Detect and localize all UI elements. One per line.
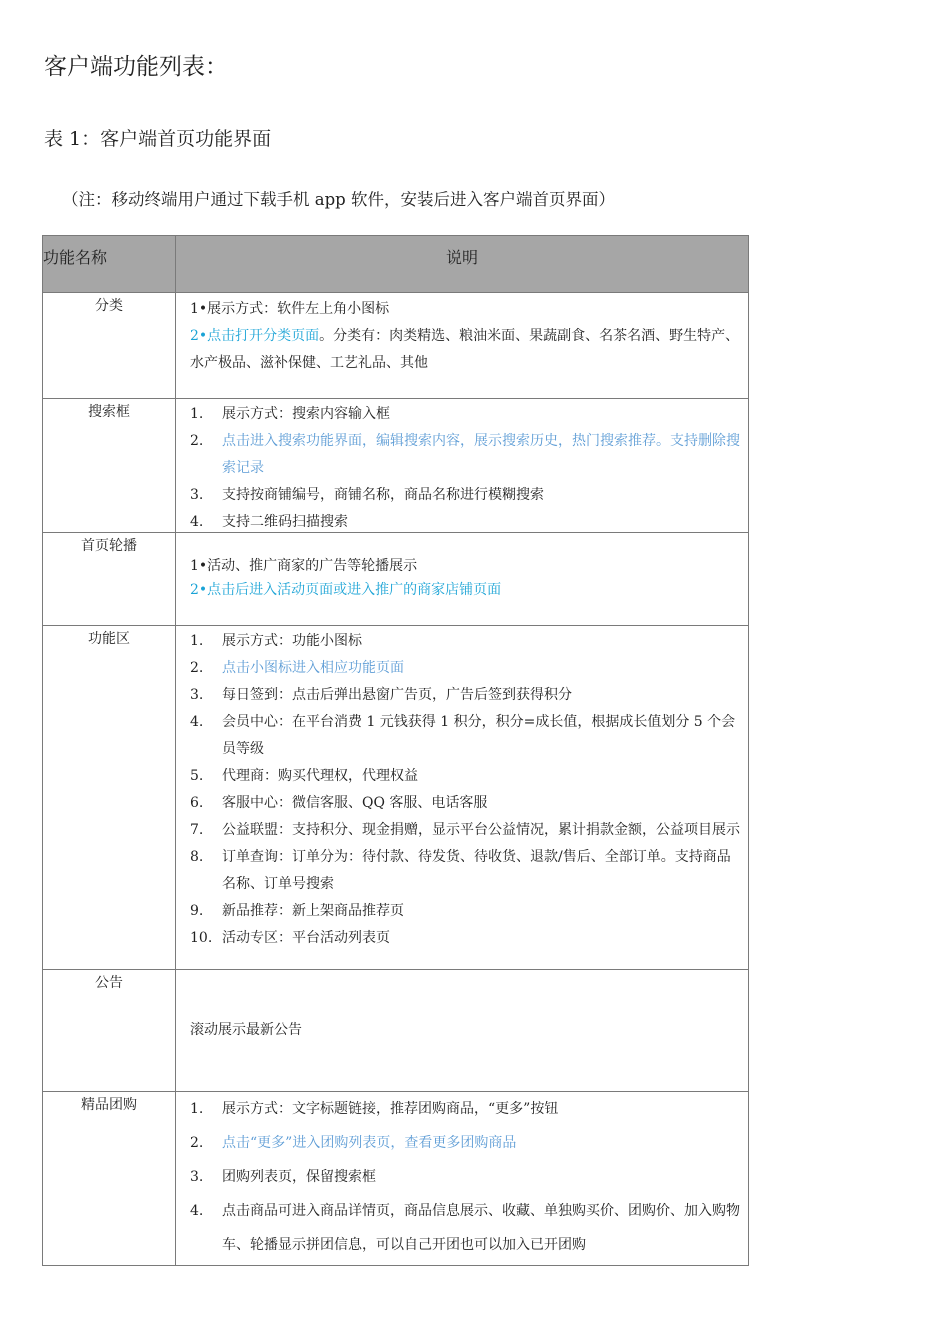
list-item: 7. 公益联盟：支持积分、现金捐赠，显示平台公益情况，累计捐款金额，公益项目展示 — [190, 822, 740, 838]
row-desc-category — [176, 293, 749, 399]
list-item: 5. 代理商：购买代理权，代理权益 — [190, 768, 418, 784]
table-header-row — [43, 236, 749, 293]
row-name-function-area: 功能区 — [43, 626, 176, 970]
row-desc-announcement — [176, 970, 749, 1092]
list-item: 1. 展示方式：搜索内容输入框 — [190, 406, 390, 422]
header-description: 说明 — [176, 236, 749, 293]
list-item: 2. 点击进入搜索功能界面，编辑搜索内容，展示搜索历史，热门搜索推荐。支持删除搜索记录 — [190, 433, 740, 476]
row-desc-function-area — [176, 626, 749, 970]
row-name-group-buy: 精品团购 — [43, 1092, 176, 1266]
desc-line: 2•点击后进入活动页面或进入推广的商家店铺页面 — [190, 582, 502, 598]
list-item: 1. 展示方式：文字标题链接，推荐团购商品，“更多”按钮 — [190, 1101, 559, 1117]
desc-line: 滚动展示最新公告 — [190, 1022, 302, 1038]
table-row — [43, 533, 749, 626]
list-item: 3. 支持按商铺编号，商铺名称，商品名称进行模糊搜索 — [190, 487, 544, 503]
desc-line: 1•展示方式：软件左上角小图标 — [190, 301, 390, 317]
header-function-name: 功能名称 — [43, 236, 176, 293]
feature-table — [42, 235, 749, 1266]
row-name-search: 搜索框 — [43, 399, 176, 533]
table-row — [43, 399, 749, 533]
table-row — [43, 970, 749, 1092]
desc-line: 2•点击打开分类页面。分类有：肉类精选、粮油米面、果蔬副食、名茶名酒、野生特产、水产极品、滋补保健、工艺礼品、其他 — [190, 328, 740, 371]
table-caption: 表 1：客户端首页功能界面 — [44, 128, 272, 150]
install-note: （注：移动终端用户通过下载手机 app 软件，安装后进入客户端首页界面） — [62, 190, 615, 209]
row-desc-group-buy — [176, 1092, 749, 1266]
table-row — [43, 1092, 749, 1266]
list-item: 6. 客服中心：微信客服、QQ 客服、电话客服 — [190, 795, 488, 811]
list-item: 3. 每日签到：点击后弹出悬窗广告页，广告后签到获得积分 — [190, 687, 572, 703]
row-name-category: 分类 — [43, 293, 176, 399]
list-item: 2. 点击小图标进入相应功能页面 — [190, 660, 404, 676]
list-item: 4. 支持二维码扫描搜索 — [190, 514, 348, 530]
highlight-text: 2•点击打开分类页面 — [190, 328, 320, 344]
table-row — [43, 626, 749, 970]
row-name-announcement: 公告 — [43, 970, 176, 1092]
list-item: 8. 订单查询：订单分为：待付款、待发货、待收货、退款/售后、全部订单。支持商品名称、订单号搜索 — [190, 849, 731, 892]
table-row — [43, 293, 749, 399]
list-item: 10. 活动专区：平台活动列表页 — [190, 930, 390, 946]
desc-line: 1•活动、推广商家的广告等轮播展示 — [190, 558, 418, 574]
list-item: 9. 新品推荐：新上架商品推荐页 — [190, 903, 404, 919]
list-item: 3. 团购列表页，保留搜索框 — [190, 1169, 376, 1185]
row-desc-carousel — [176, 533, 749, 626]
list-item: 4. 会员中心：在平台消费 1 元钱获得 1 积分，积分=成长值，根据成长值划分 5 个会员等级 — [190, 714, 736, 757]
list-item: 1. 展示方式：功能小图标 — [190, 633, 362, 649]
list-item: 2. 点击“更多”进入团购列表页，查看更多团购商品 — [190, 1135, 517, 1151]
list-item: 4. 点击商品可进入商品详情页，商品信息展示、收藏、单独购买价、团购价、加入购物车、轮播显示拼团信息，可以自己开团也可以加入已开团购 — [190, 1203, 740, 1253]
row-desc-search — [176, 399, 749, 533]
page-title: 客户端功能列表： — [44, 54, 228, 80]
row-name-carousel: 首页轮播 — [43, 533, 176, 626]
